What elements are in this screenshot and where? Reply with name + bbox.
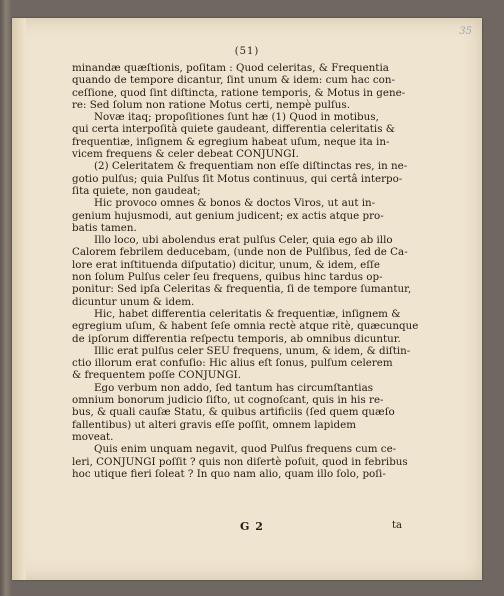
text-line: ctio illorum erat confuſio: Hic alius eſt ſonus, pulſum celerem — [72, 357, 393, 370]
text-line: ſita quiete, non gaudeat; — [72, 184, 201, 197]
text-line: (2) Celeritatem & frequentiam non eſſe diſtinctas res, in ne- — [94, 160, 408, 173]
page-footer — [72, 520, 402, 534]
pencil-folio-mark: 35 — [459, 26, 472, 37]
text-line: ponitur: Sed ipſa Celeritas & frequentia, ſi de tempore ſumantur, — [72, 283, 412, 296]
page-gutter — [12, 18, 26, 580]
text-line: vicem frequens & celer debeat CONJUNGI. — [72, 148, 299, 161]
text-line: qui certa interpoſità quiete gaudeant, differentia celeritatis & — [72, 123, 395, 136]
text-line: Quis enim unquam negavit, quod Pulſus frequens cum ce- — [94, 443, 397, 456]
text-line: lore erat inſtituenda diſputatio) dicitur, unum, & idem, eſſe — [72, 258, 380, 271]
text-line: Hic provoco omnes & bonos & doctos Viros, ut aut in- — [94, 197, 376, 210]
text-line: batis tamen. — [72, 221, 137, 234]
text-line: genium hujusmodi, aut genium judicent; ex actis atque pro- — [72, 209, 384, 222]
text-line: egregium uſum, & habent ſeſe omnia rectè atque ritè, quæcunque — [72, 320, 419, 333]
text-line: re: Sed ſolum non ratione Motus certi, nempè pulſus. — [72, 98, 350, 111]
text-line: Novæ itaq; propoſitiones ſunt hæ (1) Quod in motibus, — [94, 111, 379, 124]
text-line: & frequentem poſſe CONJUNGI. — [72, 369, 241, 382]
text-line: Illo loco, ubi abolendus erat pulſus Celer, quia ego ab illo — [94, 234, 393, 247]
text-line: ceſſione, quod ſint diſtincta, ratione temporis, & Motus in gene- — [72, 86, 406, 99]
text-line: omnium bonorum judicio ſiſto, ut cognoſcant, quis in his re- — [72, 394, 384, 407]
text-line: hoc utique fieri ſoleat ? In quo nam alio, quam illo ſolo, poſi- — [72, 467, 386, 480]
text-line: gotio pulſus; quia Pulſus ſit Motus continuus, qui certâ interpo- — [72, 172, 403, 185]
text-line: Hic, habet differentia celeritatis & frequentiæ, inſignem & — [94, 307, 401, 320]
text-line: Ego verbum non addo, ſed tantum has circumſtantias — [94, 381, 374, 394]
text-line: de ipſorum differentia reſpectu temporis, ab omnibus dicuntur. — [72, 332, 401, 345]
text-line: frequentiæ, inſignem & egregium habeat uſum, neque ita in- — [72, 135, 390, 148]
text-line: Calorem febrilem deducebam, (unde non de Pulſibus, ſed de Ca- — [72, 246, 408, 259]
page-number-header: (51) — [234, 46, 260, 57]
text-line: moveat. — [72, 430, 114, 443]
catchword: ta — [392, 520, 402, 531]
text-line: Illic erat pulſus celer SEU frequens, unum, & idem, & diſtin- — [94, 344, 411, 357]
text-line: quando de tempore dicantur, ſint unum & idem: cum hac con- — [72, 74, 395, 87]
book-page — [12, 18, 482, 580]
text-line: leri, CONJUNGI poſſit ? quis non diſertè poſuit, quod in febribus — [72, 455, 408, 468]
text-line: dicuntur unum & idem. — [72, 295, 195, 308]
text-line: fallentibus) ut alteri gravis eſſe poſſit, omnem lapidem — [72, 418, 356, 431]
signature-mark: G 2 — [240, 520, 264, 533]
text-line: non ſolum Pulſus celer ſeu frequens, quibus hinc tardus op- — [72, 271, 383, 284]
text-line: minandæ quæſtionis, poſitam : Quod celeritas, & Frequentia — [72, 62, 389, 74]
text-line: bus, & quali cauſæ Statu, & quibus artificiis (ſed quem quæſo — [72, 406, 395, 419]
body-text — [72, 62, 419, 480]
